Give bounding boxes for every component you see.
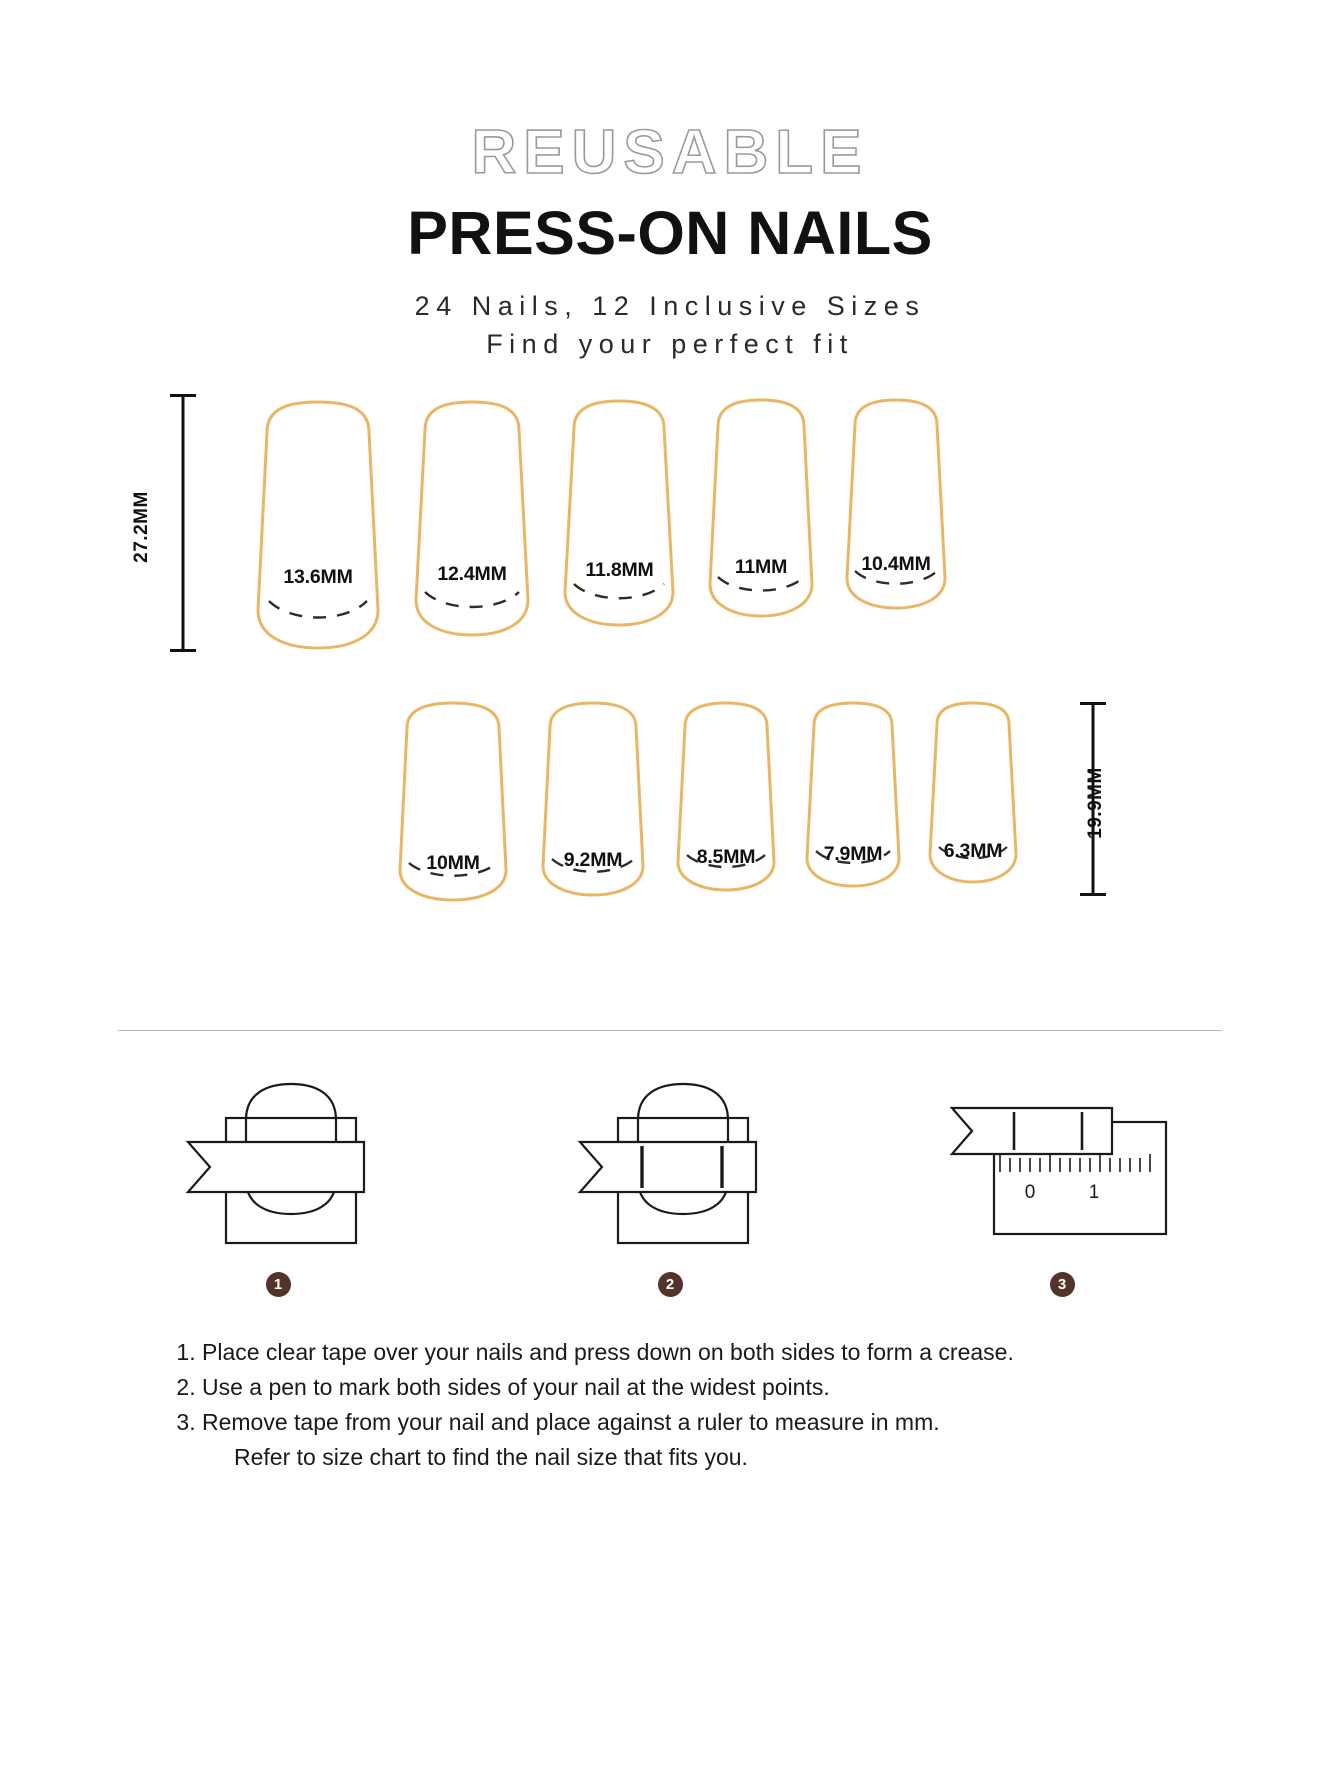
nail-item: [696, 396, 826, 626]
ruler-measure-icon: [922, 1080, 1202, 1250]
nail-item: [551, 396, 688, 634]
nail-width-label: 12.4MM: [437, 563, 507, 585]
nail-width-label: 6.3MM: [943, 840, 1003, 862]
step-2: [530, 1080, 810, 1297]
outline-title: REUSABLE: [471, 118, 869, 187]
nail-item: [665, 700, 787, 900]
nail-width-label: 11.8MM: [585, 559, 654, 581]
ruler-tick-label-0: 0: [1024, 1182, 1036, 1203]
instruction-continuation: Refer to size chart to find the nail size that fits you.: [234, 1444, 748, 1470]
nail-width-label: 13.6MM: [283, 566, 353, 588]
page-title: PRESS-ON NAILS: [407, 199, 933, 267]
height-label-bottom-row: 19.9MM: [1085, 767, 1106, 839]
nail-item: [401, 396, 543, 644]
nail-width-label: 8.5MM: [696, 846, 756, 868]
instruction-item: 1. Place clear tape over your nails and press down on both sides to form a crease.: [202, 1335, 1340, 1370]
step-number-badge: 3: [1050, 1272, 1075, 1297]
nail-item: [795, 700, 911, 896]
nail-item: [529, 700, 657, 905]
subtitle-line-1: 24 Nails, 12 Inclusive Sizes: [414, 291, 926, 321]
height-bar-top-row: [170, 394, 196, 652]
nail-item: [919, 700, 1027, 892]
instruction-steps: [0, 1080, 1340, 1297]
nail-item: [385, 700, 521, 910]
nail-width-label: 10MM: [426, 852, 480, 874]
nail-size-diagram: [0, 394, 1340, 954]
nail-row-bottom: [385, 700, 1035, 910]
height-label-top-row: 27.2MM: [131, 491, 152, 563]
nail-width-label: 10.4MM: [861, 553, 931, 575]
nail-width-label: 9.2MM: [563, 849, 623, 871]
step-3: [922, 1080, 1202, 1297]
section-divider: [118, 1030, 1222, 1031]
ruler-tick-label-1: 1: [1088, 1182, 1100, 1203]
instruction-list: [0, 1335, 1340, 1475]
instruction-item: 3. Remove tape from your nail and place against a ruler to measure in mm.: [202, 1405, 1340, 1440]
step-number-badge: 2: [658, 1272, 683, 1297]
instruction-item: 2. Use a pen to mark both sides of your nail at the widest points.: [202, 1370, 1340, 1405]
nail-width-label: 11MM: [734, 556, 788, 578]
step-1: [138, 1080, 418, 1297]
nail-width-label: 7.9MM: [823, 843, 883, 865]
page-header: [0, 0, 1340, 360]
subtitle-line-2: Find your perfect fit: [486, 329, 854, 359]
tape-over-nail-icon: [138, 1080, 418, 1250]
nail-item: [243, 396, 393, 658]
pen-mark-nail-icon: [530, 1080, 810, 1250]
step-number-badge: 1: [266, 1272, 291, 1297]
nail-item: [834, 396, 958, 620]
nail-row-top: [243, 396, 966, 658]
